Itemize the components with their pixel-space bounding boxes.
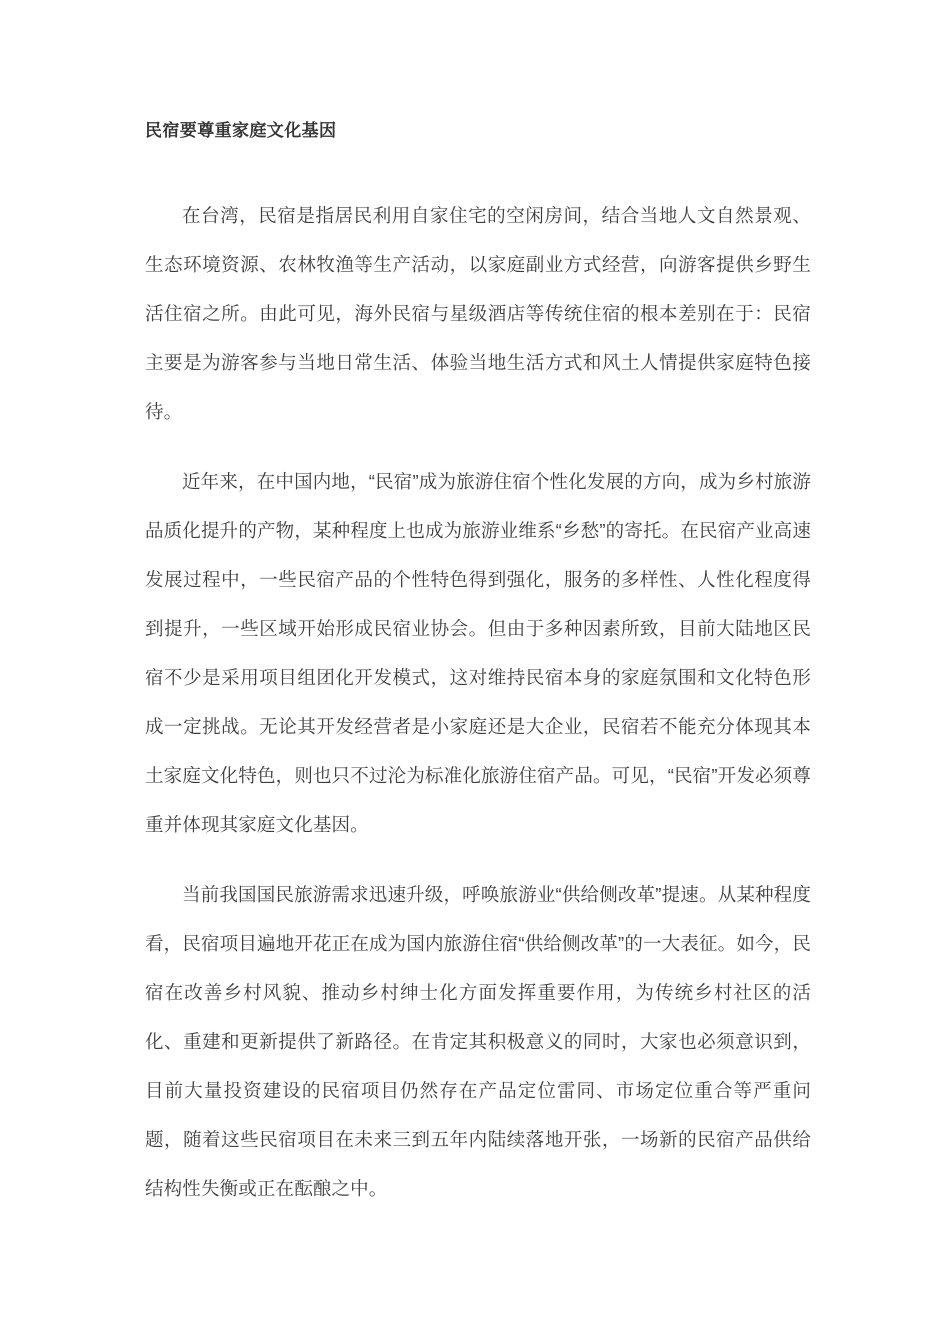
page-title: 民宿要尊重家庭文化基因 [145,121,337,140]
paragraph-3: 当前我国国民旅游需求迅速升级，呼唤旅游业“供给侧改革”提速。从某种程度看，民宿项目遍地开花正在成为国内旅游住宿“供给侧改革”的一大表征。如今，民宿在改善乡村风貌、推动乡村绅士化方面发挥重要作用，为传统乡村社区的活化、重建和更新提供了新路径。在肯定其积极意义的同时，大家也必须意识到，目前大量投资建设的民宿项目仍然存在产品定位雷同、市场定位重合等严重问题，随着这些民宿项目在未来三到五年内陆续落地开张，一场新的民宿产品供给结构性失衡或正在酝酿之中。 [145,884,811,1199]
paragraph-2: 近年来，在中国内地，“民宿”成为旅游住宿个性化发展的方向，成为乡村旅游品质化提升的产物，某种程度上也成为旅游业维系“乡愁”的寄托。在民宿产业高速发展过程中，一些民宿产品的个性特色得到强化，服务的多样性、人性化程度得到提升，一些区域开始形成民宿业协会。但由于多种因素所致，目前大陆地区民宿不少是采用项目组团化开发模式，这对维持民宿本身的家庭氛围和文化特色形成一定挑战。无论其开发经营者是小家庭还是大企业，民宿若不能充分体现其本土家庭文化特色，则也只不过沦为标准化旅游住宿产品。可见，“民宿”开发必须尊重并体现其家庭文化基因。 [145,471,811,835]
document-body [145,118,811,1213]
paragraph-1: 在台湾，民宿是指居民利用自家住宅的空闲房间，结合当地人文自然景观、生态环境资源、农林牧渔等生产活动，以家庭副业方式经营，向游客提供乡野生活住宿之所。由此可见，海外民宿与星级酒店等传统住宿的根本差别在于：民宿主要是为游客参与当地日常生活、体验当地生活方式和风土人情提供家庭特色接待。 [145,205,811,422]
